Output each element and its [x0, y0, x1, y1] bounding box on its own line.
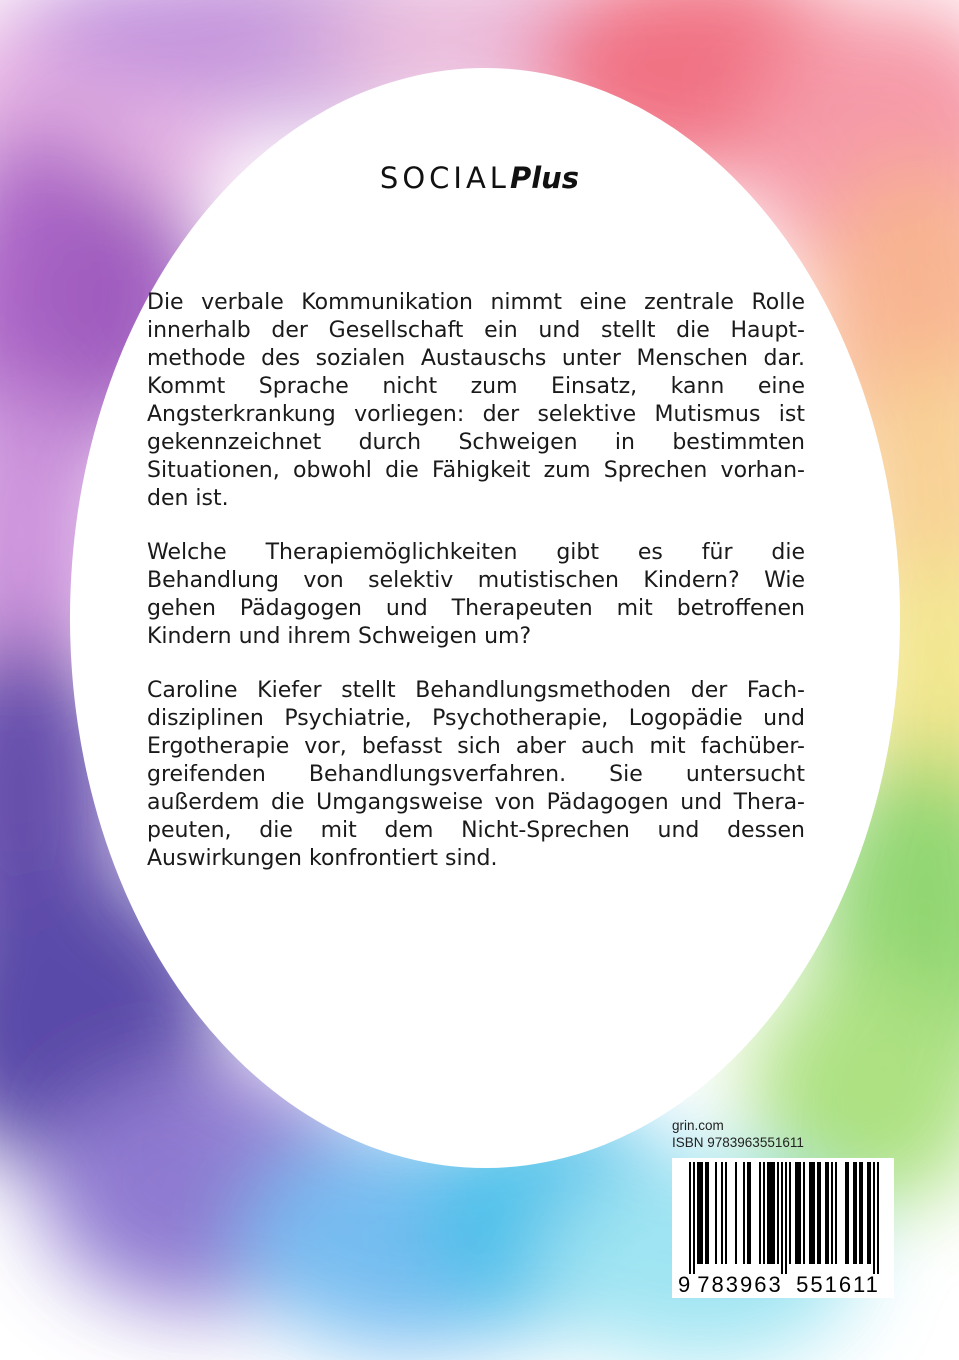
blurb-line: den ist. [147, 486, 229, 511]
barcode-bar [877, 1162, 879, 1274]
barcode-bar [689, 1162, 691, 1274]
barcode-bar [809, 1162, 811, 1264]
barcode-left-digits: 783963 [697, 1272, 783, 1297]
blurb-line: Die verbale Kommunikation nimmt eine zentrale Rolle [147, 290, 805, 315]
barcode-bar [735, 1162, 737, 1264]
blurb-line: gehen Pädagogen und Therapeuten mit betroffenen [147, 596, 805, 621]
barcode-bar [811, 1162, 813, 1264]
blurb-line: Kommt Sprache nicht zum Einsatz, kann eine [147, 374, 805, 399]
barcode-bar [795, 1162, 797, 1264]
barcode-bar [763, 1162, 765, 1264]
barcode-bar [785, 1162, 787, 1274]
isbn-barcode [672, 1158, 894, 1298]
barcode-bar [771, 1162, 773, 1264]
barcode-bar [853, 1162, 855, 1264]
blurb-line: greifenden Behandlungsverfahren. Sie untersucht [147, 762, 805, 787]
barcode-bar [813, 1162, 815, 1264]
blurb-line: Situationen, obwohl die Fähigkeit zum Sprechen vorhan- [147, 458, 805, 483]
blurb-line: innerhalb der Gesellschaft ein und stellt die Haupt- [147, 318, 805, 343]
barcode-bar [767, 1162, 769, 1264]
social-plus-logo [0, 161, 959, 195]
barcode-bar [803, 1162, 805, 1264]
blurb-line: gekennzeichnet durch Schweigen in bestimmten [147, 430, 805, 455]
barcode-bar [773, 1162, 775, 1264]
logo-social-text: SOCIAL [379, 161, 510, 195]
blurb-line: peuten, die mit dem Nicht-Sprechen und dessen [147, 818, 805, 843]
barcode-bar [777, 1162, 779, 1264]
blurb-line: Angsterkrankung vorliegen: der selektive Mutismus ist [147, 402, 805, 427]
blurb-line: außerdem die Umgangsweise von Pädagogen und Thera- [147, 790, 805, 815]
barcode-bar [747, 1162, 749, 1264]
barcode-bar [861, 1162, 863, 1264]
barcode-bar [693, 1162, 695, 1274]
barcode-bar [831, 1162, 833, 1264]
barcode-bar [825, 1162, 827, 1264]
barcode-right-digits: 551611 [796, 1272, 880, 1297]
barcode-bar [873, 1162, 875, 1274]
blurb-line: Behandlung von selektiv mutistischen Kindern? Wie [147, 568, 805, 593]
barcode-bar [867, 1162, 869, 1264]
blurb-paragraph-2 [147, 539, 805, 651]
barcode-bar [789, 1162, 791, 1264]
barcode-bar [817, 1162, 819, 1264]
blurb-line: Caroline Kiefer stellt Behandlungsmethoden der Fach- [147, 678, 805, 703]
barcode-bar [721, 1162, 723, 1264]
barcode-bar [769, 1162, 771, 1264]
barcode-bars [689, 1162, 879, 1274]
barcode-bar [819, 1162, 821, 1264]
barcode-bar [827, 1162, 829, 1264]
blurb-line: methode des sozialen Austauschs unter Menschen dar. [147, 346, 805, 371]
barcode-bar [697, 1162, 699, 1264]
isbn-label: ISBN 9783963551611 [672, 1135, 804, 1150]
blurb-text [147, 289, 805, 899]
barcode-bar [699, 1162, 701, 1264]
logo-plus-text: Plus [509, 161, 580, 195]
barcode-bar [781, 1162, 783, 1274]
barcode-bar [707, 1162, 709, 1264]
barcode-bar [855, 1162, 857, 1264]
barcode-bar [749, 1162, 751, 1264]
barcode-bar [799, 1162, 801, 1264]
barcode-bar [759, 1162, 761, 1264]
barcode-bar [835, 1162, 837, 1264]
barcode-bar [715, 1162, 717, 1264]
barcode-bar [847, 1162, 849, 1264]
publisher-website: grin.com [672, 1118, 724, 1133]
barcode-bar [705, 1162, 707, 1264]
barcode-bar [869, 1162, 871, 1264]
barcode-bar [701, 1162, 703, 1264]
blurb-line: Kindern und ihrem Schweigen um? [147, 624, 532, 649]
barcode-bar [743, 1162, 745, 1264]
barcode-bar [845, 1162, 847, 1264]
blurb-line: Auswirkungen konfrontiert sind. [147, 846, 498, 871]
barcode-bar [725, 1162, 727, 1264]
barcode-bar [859, 1162, 861, 1264]
blurb-line: Ergotherapie vor, befasst sich aber auch mit fachüber- [147, 734, 805, 759]
barcode-first-digit: 9 [678, 1272, 691, 1297]
publisher-info [672, 1117, 804, 1151]
blurb-paragraph-1 [147, 289, 805, 513]
barcode-bar [797, 1162, 799, 1264]
blurb-line: Welche Therapiemöglichkeiten gibt es für die [147, 540, 805, 565]
blurb-line: disziplinen Psychiatrie, Psychotherapie, Logopädie und [147, 706, 805, 731]
blurb-paragraph-3 [147, 677, 805, 873]
